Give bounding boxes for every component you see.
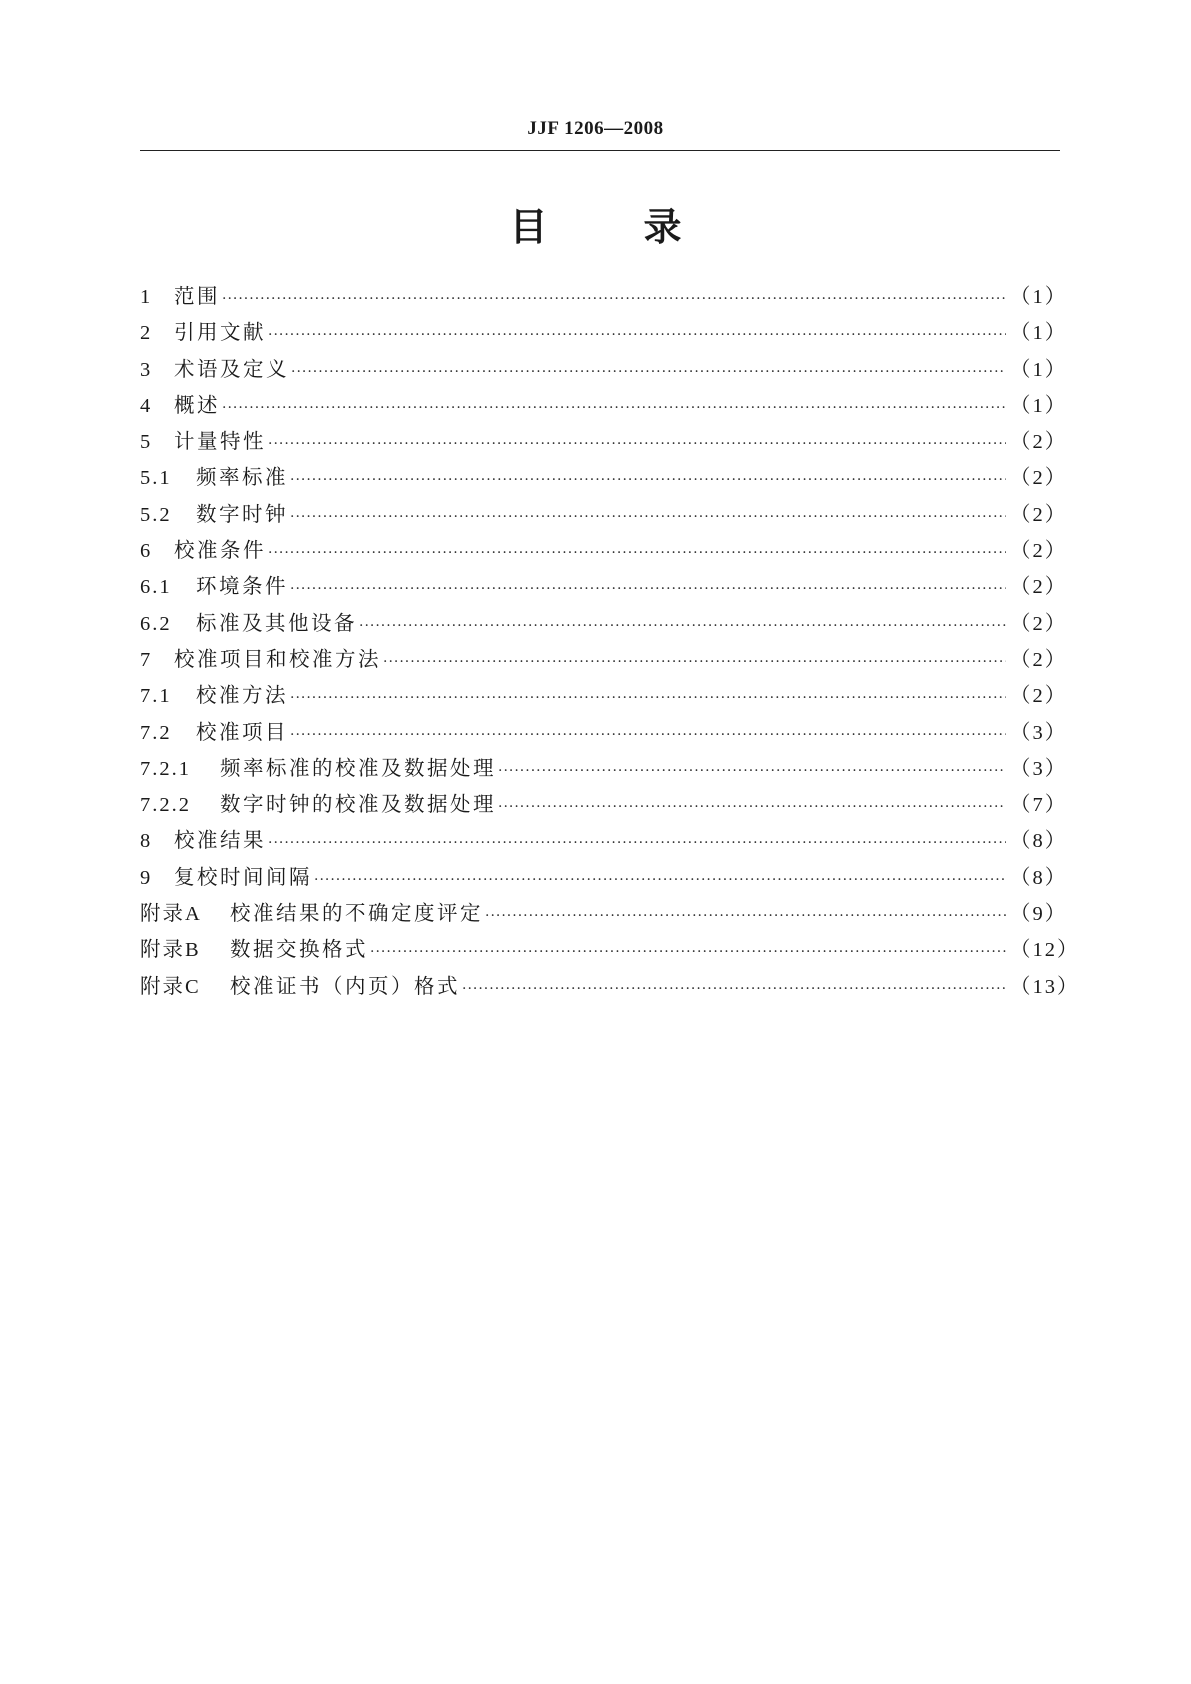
toc-entry-number: 8 — [140, 830, 153, 853]
toc-entry-number: 7.1 — [140, 685, 172, 708]
toc-entry[interactable] — [140, 895, 1068, 931]
toc-dot-leader — [462, 971, 1006, 1007]
toc-entry-title: 数据交换格式 — [230, 937, 368, 962]
toc-dot-leader — [268, 535, 1006, 571]
toc-entry-page: （2） — [1010, 431, 1068, 454]
toc-entry-number: 7 — [140, 648, 153, 671]
toc-entry-title: 术语及定义 — [174, 356, 289, 381]
toc-entry-number: 7.2.1 — [140, 757, 191, 780]
toc-entry[interactable] — [140, 641, 1068, 677]
toc-entry-page: （1） — [1010, 358, 1068, 381]
toc-entry[interactable] — [140, 387, 1068, 423]
toc-entry-page: （7） — [1010, 794, 1068, 817]
toc-entry-page: （2） — [1010, 648, 1068, 671]
toc-entry[interactable] — [140, 677, 1068, 713]
toc-dot-leader — [268, 426, 1006, 462]
toc-entry-title: 频率标准 — [196, 465, 288, 490]
header-divider — [140, 150, 1060, 151]
toc-entry[interactable] — [140, 750, 1068, 786]
toc-dot-leader — [222, 281, 1006, 317]
toc-entry-page: （2） — [1010, 540, 1068, 563]
toc-entry-title: 概述 — [174, 392, 220, 417]
toc-entry-title: 标准及其他设备 — [196, 610, 357, 635]
toc-entry-number: 9 — [140, 866, 153, 889]
toc-dot-leader — [359, 608, 1006, 644]
toc-entry-page: （1） — [1010, 322, 1068, 345]
toc-entry-page: （2） — [1010, 576, 1068, 599]
toc-title-left: 目 — [509, 205, 548, 249]
toc-dot-leader — [370, 934, 1006, 970]
toc-entry-page: （1） — [1010, 286, 1068, 308]
toc-entry[interactable] — [140, 786, 1068, 822]
toc-title-right: 录 — [643, 205, 682, 249]
toc-entry-number: 附录A — [140, 903, 202, 926]
toc-entry-number: 1 — [140, 286, 153, 308]
toc-entry-number: 7.2 — [140, 721, 172, 744]
toc-dot-leader — [268, 825, 1006, 861]
toc-entry-title: 环境条件 — [196, 574, 288, 599]
toc-entry-title: 校准项目 — [196, 719, 288, 744]
toc-entry-page: （2） — [1010, 685, 1068, 708]
toc-entry-page: （1） — [1010, 394, 1068, 417]
toc-entry-page: （2） — [1010, 503, 1068, 526]
toc-dot-leader — [291, 354, 1006, 390]
toc-entry[interactable] — [140, 968, 1080, 1004]
toc-dot-leader — [314, 862, 1006, 898]
toc-dot-leader — [498, 789, 1006, 825]
toc-entry-page: （8） — [1010, 830, 1068, 853]
toc-entry-number: 6 — [140, 540, 153, 563]
toc-entry-title: 校准条件 — [174, 538, 266, 563]
toc-entry[interactable] — [140, 423, 1068, 459]
toc-entry-number: 3 — [140, 358, 153, 381]
toc-entry[interactable] — [140, 714, 1068, 750]
toc-entry-number: 附录B — [140, 939, 201, 962]
toc-entry-title: 校准证书（内页）格式 — [230, 973, 460, 998]
toc-entry-page: （8） — [1010, 866, 1068, 889]
toc-dot-leader — [498, 753, 1006, 789]
toc-entry-page: （2） — [1010, 612, 1068, 635]
toc-entry[interactable] — [140, 931, 1080, 967]
toc-entry-number: 2 — [140, 322, 153, 345]
table-of-contents — [140, 278, 1080, 1004]
toc-entry-number: 5.2 — [140, 503, 172, 526]
toc-dot-leader — [290, 571, 1006, 607]
toc-entry[interactable] — [140, 278, 1068, 314]
toc-entry-number: 7.2.2 — [140, 794, 191, 817]
toc-entry-title: 校准项目和校准方法 — [174, 646, 381, 671]
toc-dot-leader — [222, 390, 1006, 426]
toc-entry-page: （12） — [1010, 939, 1080, 962]
toc-dot-leader — [290, 717, 1006, 753]
toc-dot-leader — [383, 644, 1006, 680]
toc-entry-number: 4 — [140, 394, 153, 417]
toc-entry-title: 引用文献 — [174, 320, 266, 345]
toc-entry[interactable] — [140, 822, 1068, 858]
toc-entry-page: （3） — [1010, 757, 1068, 780]
toc-entry-page: （3） — [1010, 721, 1068, 744]
toc-entry-title: 复校时间间隔 — [174, 864, 312, 889]
toc-dot-leader — [290, 680, 1006, 716]
toc-dot-leader — [290, 462, 1006, 498]
toc-entry[interactable] — [140, 496, 1068, 532]
toc-entry[interactable] — [140, 532, 1068, 568]
toc-entry[interactable] — [140, 459, 1068, 495]
toc-entry-number: 5 — [140, 431, 153, 454]
toc-entry-number: 6.2 — [140, 612, 172, 635]
toc-entry[interactable] — [140, 605, 1068, 641]
toc-title — [0, 196, 1191, 251]
toc-entry-title: 数字时钟 — [196, 501, 288, 526]
toc-entry-page: （13） — [1010, 975, 1080, 998]
toc-entry[interactable] — [140, 314, 1068, 350]
toc-entry-title: 频率标准的校准及数据处理 — [220, 755, 496, 780]
toc-entry-page: （2） — [1010, 467, 1068, 490]
toc-entry-title: 校准结果 — [174, 828, 266, 853]
toc-entry-title: 校准结果的不确定度评定 — [230, 901, 483, 926]
toc-entry-title: 范围 — [174, 284, 220, 308]
toc-entry[interactable] — [140, 859, 1068, 895]
standard-code: JJF 1206—2008 — [527, 118, 664, 139]
toc-entry-title: 校准方法 — [196, 683, 288, 708]
toc-entry-title: 计量特性 — [174, 429, 266, 454]
toc-entry-number: 附录C — [140, 975, 201, 998]
toc-dot-leader — [485, 898, 1006, 934]
toc-entry-page: （9） — [1010, 903, 1068, 926]
toc-dot-leader — [290, 499, 1006, 535]
toc-dot-leader — [268, 317, 1006, 353]
toc-entry[interactable] — [140, 351, 1068, 387]
toc-entry[interactable] — [140, 568, 1068, 604]
toc-entry-number: 6.1 — [140, 576, 172, 599]
toc-entry-number: 5.1 — [140, 467, 172, 490]
toc-entry-title: 数字时钟的校准及数据处理 — [220, 792, 496, 817]
